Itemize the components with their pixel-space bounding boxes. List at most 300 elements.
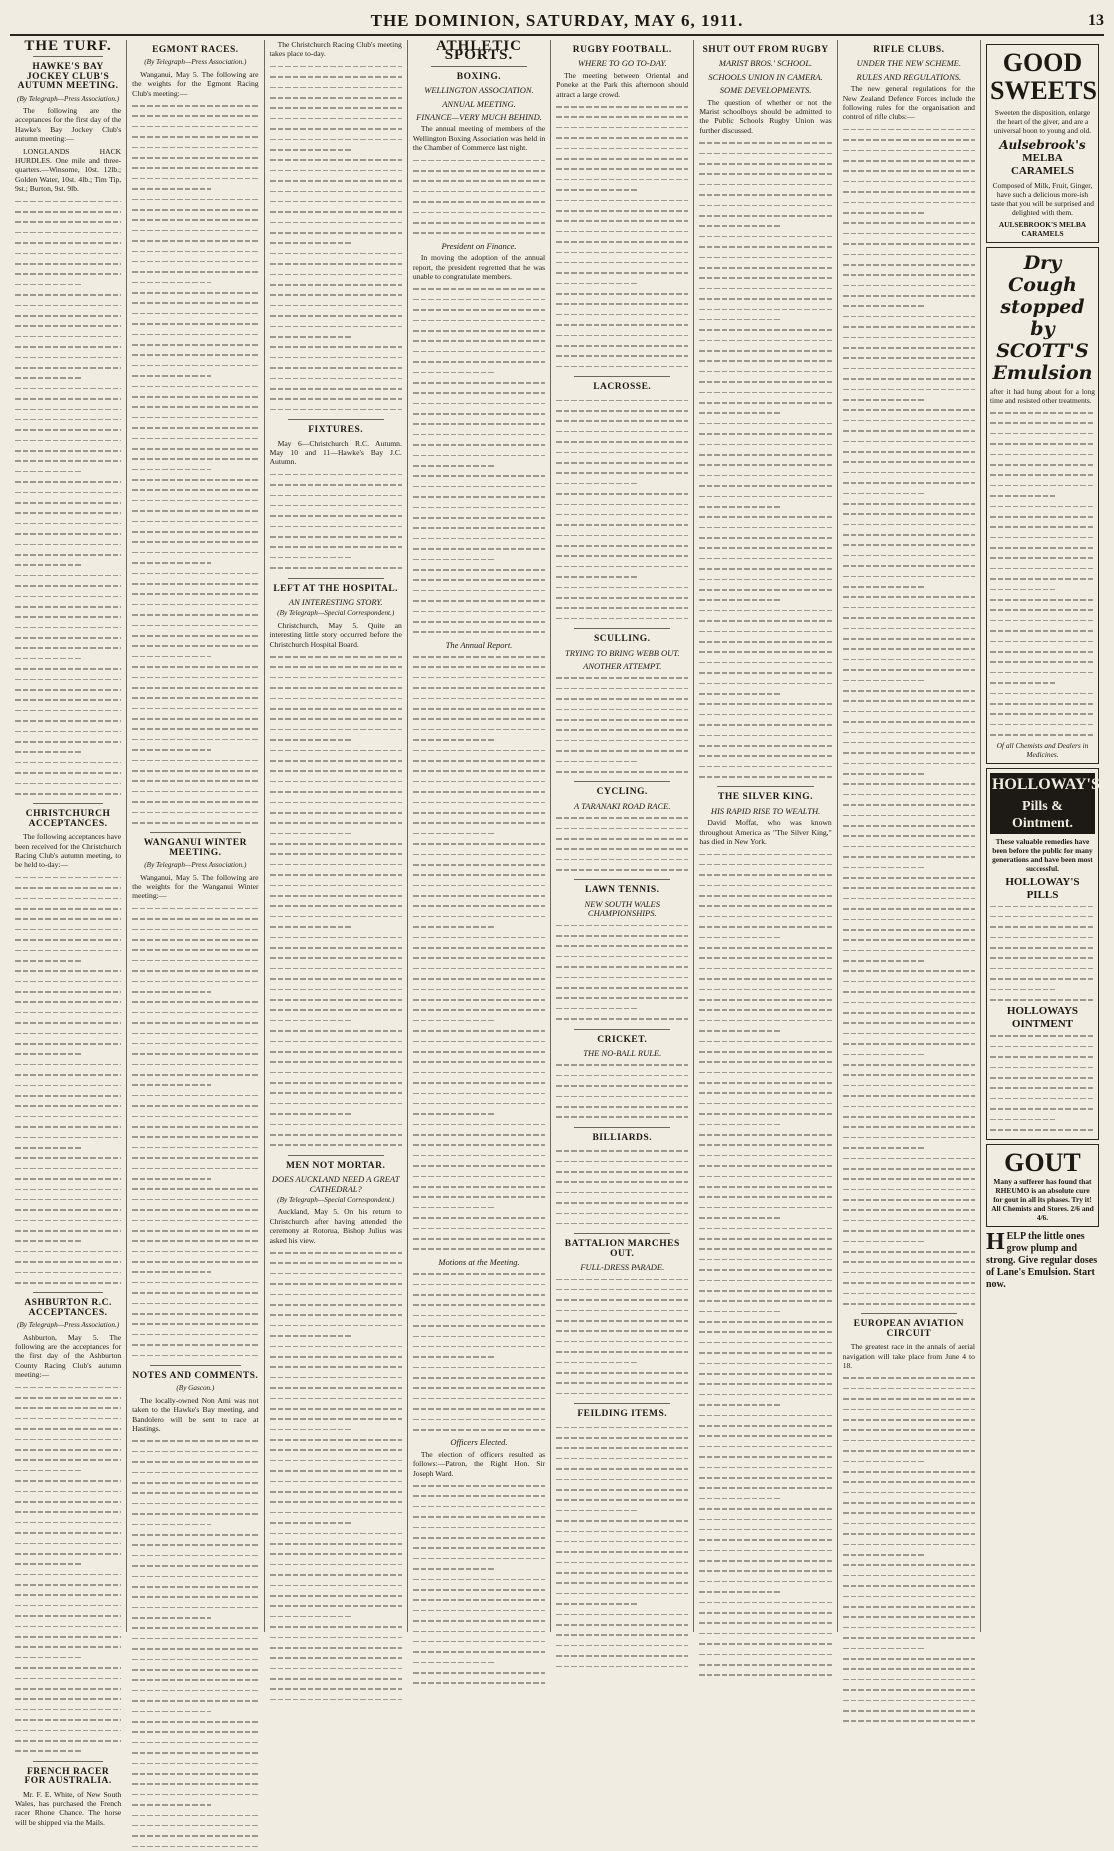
text-line (270, 1664, 402, 1673)
text-line (990, 408, 1095, 417)
text-line (270, 1643, 402, 1652)
text-line (270, 62, 402, 71)
text-line (15, 1435, 121, 1444)
text-line (699, 1670, 831, 1679)
text-line (990, 668, 1095, 677)
text-line (699, 1618, 831, 1627)
text-line (15, 1663, 121, 1672)
text-line (699, 294, 831, 303)
text-line (15, 394, 121, 403)
text-line (843, 426, 975, 435)
text-line (699, 762, 831, 771)
text-line (990, 574, 1095, 583)
text-line (270, 1601, 402, 1610)
text-line (843, 1237, 925, 1246)
text-line (413, 881, 545, 890)
text-line (843, 977, 975, 986)
text-line (270, 145, 352, 154)
text-line (699, 668, 831, 677)
text-line (843, 624, 975, 633)
text-line (413, 1192, 545, 1201)
text-line (699, 1068, 831, 1077)
text-block (556, 1423, 688, 1671)
text-line (699, 253, 831, 262)
text-line (132, 1727, 258, 1736)
text-line (556, 427, 688, 436)
text-line (556, 983, 688, 992)
text-line (270, 93, 402, 102)
text-line (843, 1143, 925, 1152)
text-line (132, 143, 258, 152)
text-line (699, 616, 831, 625)
text-line (556, 952, 688, 961)
text-line (699, 398, 831, 407)
text-line (843, 1154, 975, 1163)
text-block (270, 470, 402, 573)
text-line (413, 1280, 545, 1289)
text-line (843, 572, 975, 581)
text-line (15, 519, 121, 528)
text-line (843, 239, 975, 248)
text-line (132, 371, 210, 380)
text-line (132, 111, 258, 120)
text-line (15, 540, 121, 549)
text-line (132, 724, 258, 733)
text-line (699, 471, 831, 480)
text-line (132, 1309, 258, 1318)
ad-lanes-emulsion (986, 1231, 1099, 1291)
text-line (413, 1342, 545, 1351)
text-line (556, 562, 688, 571)
text-line (843, 343, 975, 352)
subheadline: ANNUAL MEETING. (442, 98, 516, 109)
text-line (413, 1290, 545, 1299)
text-line (843, 1122, 975, 1131)
text-block (556, 921, 688, 1024)
text-line (132, 925, 258, 934)
text-line (15, 301, 121, 310)
text-line (132, 1800, 210, 1809)
text-line (699, 699, 831, 708)
text-line (15, 1029, 121, 1038)
text-line (413, 1089, 545, 1098)
text-line (699, 1639, 831, 1648)
text-line (15, 228, 121, 237)
text-line (843, 1289, 975, 1298)
text-line (15, 290, 121, 299)
article-paragraph: The annual meeting of members of the Wellington Boxing Association was held in the Chamber of Commerce last night. (412, 124, 546, 153)
text-line (15, 1736, 121, 1745)
text-line (990, 943, 1095, 952)
text-line (556, 520, 688, 529)
text-block (699, 138, 831, 781)
ad-heading: HOLLOWAY'S (990, 773, 1095, 796)
column-advertisements (981, 40, 1104, 1632)
text-line (990, 1031, 1095, 1040)
text-line (132, 1008, 258, 1017)
text-line (556, 1275, 688, 1284)
text-line (843, 1581, 975, 1590)
text-line (699, 512, 831, 521)
section-heading-turf: THE TURF. (24, 38, 112, 54)
text-line (15, 1549, 121, 1558)
text-line (990, 1104, 1095, 1113)
text-line (699, 492, 831, 501)
text-line (843, 904, 975, 913)
text-line (413, 176, 545, 185)
text-line (132, 1572, 258, 1581)
text-line (15, 1726, 121, 1735)
text-line (15, 977, 121, 986)
text-line (15, 1476, 121, 1485)
text-line (990, 512, 1095, 521)
text-line (843, 1029, 975, 1038)
text-line (15, 1528, 121, 1537)
text-line (556, 196, 688, 205)
text-line (699, 429, 831, 438)
text-line (843, 540, 975, 549)
text-line (699, 1172, 831, 1181)
text-line (270, 1130, 402, 1139)
text-line (270, 1404, 402, 1413)
headline-silver-king: THE SILVER KING. (718, 792, 814, 803)
text-line (556, 310, 688, 319)
text-line (413, 1383, 545, 1392)
text-line (699, 1504, 831, 1513)
ad-gout (986, 1144, 1099, 1227)
text-line (556, 931, 688, 940)
text-line (15, 332, 121, 341)
article-paragraph: Wanganui, May 5. The following are the weights for the Egmont Racing Club's meeting:— (132, 69, 259, 98)
text-line (15, 1403, 121, 1412)
text-line (413, 725, 545, 734)
article-paragraph: Christchurch, May 5. Quite an interesting little story occurred before the Christchurch Hospital Board. (269, 620, 402, 649)
text-line (132, 1299, 258, 1308)
text-line (413, 943, 545, 952)
text-line (699, 1359, 831, 1368)
text-line (270, 238, 352, 247)
text-line (699, 1473, 831, 1482)
text-line (15, 1060, 121, 1069)
text-line (132, 956, 258, 965)
text-line (556, 1326, 688, 1335)
text-line (270, 522, 402, 531)
text-line (132, 1049, 258, 1058)
headline-hospital: LEFT AT THE HOSPITAL. (273, 583, 399, 594)
text-line (413, 586, 545, 595)
text-line (15, 1049, 81, 1058)
text-line (843, 1508, 975, 1517)
text-line (15, 321, 121, 330)
text-line (556, 510, 688, 519)
text-line (270, 1456, 402, 1465)
text-line (990, 470, 1095, 479)
text-line (413, 662, 545, 671)
subheadline: THE NO-BALL RULE. (583, 1048, 662, 1058)
text-line (15, 1684, 121, 1693)
text-line (556, 289, 688, 298)
text-line (15, 643, 121, 652)
text-line (843, 1540, 975, 1549)
text-line (699, 974, 831, 983)
text-line (843, 1716, 975, 1725)
text-line (270, 83, 402, 92)
text-line (843, 1039, 975, 1048)
text-line (413, 798, 545, 807)
text-line (15, 498, 121, 507)
text-line (413, 1554, 545, 1563)
text-line (699, 933, 781, 942)
text-line (132, 1499, 258, 1508)
text-line (843, 883, 975, 892)
text-line (413, 347, 545, 356)
text-line (15, 425, 121, 434)
text-line (843, 1050, 925, 1059)
text-line (990, 720, 1095, 729)
text-line (556, 1651, 688, 1660)
text-block (270, 1248, 402, 1704)
text-line (15, 1164, 121, 1173)
text-line (556, 479, 638, 488)
text-line (132, 987, 210, 996)
text-line (699, 1338, 831, 1347)
column-hospital (265, 40, 408, 1632)
text-line (413, 1311, 545, 1320)
text-line (843, 873, 975, 882)
text-line (843, 1091, 975, 1100)
text-line (990, 481, 1095, 490)
text-line (270, 1258, 402, 1267)
text-line (270, 542, 402, 551)
text-line (990, 595, 1095, 604)
headline-ashburton: ASHBURTON R.C. ACCEPTANCES. (24, 1298, 112, 1318)
text-line (270, 374, 402, 383)
text-line (556, 1209, 688, 1218)
text-line (699, 180, 831, 189)
text-block (556, 813, 688, 874)
text-line (413, 1244, 545, 1253)
text-line (132, 1164, 258, 1173)
text-line (132, 1707, 210, 1716)
text-line (132, 454, 258, 463)
text-line (556, 1285, 688, 1294)
text-line (270, 511, 402, 520)
text-line (843, 1226, 975, 1235)
text-line (270, 480, 402, 489)
text-line (132, 1613, 210, 1622)
text-line (15, 706, 121, 715)
text-line (132, 1509, 258, 1518)
text-line (413, 555, 495, 564)
text-line (843, 676, 925, 685)
text-line (132, 465, 210, 474)
text-line (843, 187, 975, 196)
text-line (843, 281, 975, 290)
text-line (843, 374, 975, 383)
text-line (270, 1352, 402, 1361)
text-line (699, 647, 831, 656)
article-paragraph: Auckland, May 5. On his return to Christchurch after having attended the ceremony at Rotorua, Bishop Julius was asked his view. (269, 1207, 402, 1245)
text-line (556, 144, 688, 153)
text-line (413, 326, 545, 335)
text-line (270, 1016, 352, 1025)
text-line (15, 238, 121, 247)
text-line (413, 1595, 545, 1604)
text-line (132, 1122, 258, 1131)
text-line (556, 921, 688, 930)
text-line (556, 1295, 688, 1304)
text-line (843, 998, 975, 1007)
text-line (843, 592, 975, 601)
text-line (556, 1610, 688, 1619)
text-line (990, 460, 1095, 469)
ad-heading: SWEETS (989, 76, 1097, 105)
text-line (699, 850, 831, 859)
text-line (843, 509, 975, 518)
column-rifle (838, 40, 981, 1632)
text-line (413, 388, 545, 397)
text-line (413, 1172, 545, 1181)
text-line (843, 1550, 925, 1559)
ad-sweets (986, 44, 1099, 243)
text-line (413, 839, 545, 848)
text-line (132, 776, 258, 785)
text-line (556, 1516, 688, 1525)
text-line (270, 881, 402, 890)
text-line (15, 987, 121, 996)
subheadline: SCHOOLS UNION IN CAMERA. (708, 71, 823, 82)
text-line (843, 1268, 975, 1277)
text-line (413, 870, 545, 879)
text-line (699, 1546, 831, 1555)
text-line (15, 529, 121, 538)
text-line (270, 1560, 402, 1569)
text-line (556, 1620, 688, 1629)
text-line (843, 769, 925, 778)
text-line (990, 637, 1095, 646)
text-line (270, 1310, 402, 1319)
text-line (132, 215, 258, 224)
text-line (556, 185, 638, 194)
text-line (990, 1115, 1055, 1124)
text-line (270, 860, 402, 869)
text-line (15, 467, 81, 476)
text-line (270, 218, 402, 227)
text-line (270, 1477, 402, 1486)
article-paragraph: The election of officers resulted as follows:—Patron, the Right Hon. Sir Joseph Ward. (412, 1449, 546, 1478)
text-line (413, 544, 545, 553)
text-line (990, 533, 1095, 542)
text-line (132, 693, 258, 702)
text-line (15, 1507, 121, 1516)
text-line (413, 1606, 545, 1615)
text-line (270, 114, 402, 123)
ad-scotts-emulsion (986, 247, 1099, 764)
text-line (556, 268, 688, 277)
text-line (413, 1491, 545, 1500)
subheadline: The Annual Report. (445, 639, 513, 650)
text-line (843, 312, 975, 321)
text-line (556, 489, 688, 498)
text-line (413, 964, 545, 973)
text-line (413, 1637, 545, 1646)
text-line (843, 1164, 975, 1173)
text-line (699, 1566, 831, 1575)
masthead (10, 8, 1104, 36)
text-line (132, 309, 258, 318)
text-line (413, 503, 545, 512)
text-line (843, 1664, 975, 1673)
subheadline: DOES AUCKLAND NEED A GREAT CATHEDRAL? (271, 1174, 400, 1194)
text-line (270, 563, 402, 572)
text-line (270, 849, 402, 858)
text-line (270, 943, 402, 952)
text-line (843, 946, 975, 955)
text-line (699, 1109, 831, 1118)
text-line (413, 891, 545, 900)
text-line (132, 163, 258, 172)
text-line (270, 1695, 402, 1704)
text-line (15, 1236, 81, 1245)
text-line (132, 1717, 258, 1726)
text-line (132, 413, 258, 422)
text-line (270, 1633, 402, 1642)
text-line (699, 710, 831, 719)
text-line (15, 1081, 121, 1090)
text-line (413, 440, 545, 449)
text-line (270, 1539, 402, 1548)
text-line (843, 644, 975, 653)
text-line (270, 974, 402, 983)
text-line (132, 631, 258, 640)
text-line (15, 1424, 121, 1433)
text-line (843, 1706, 975, 1715)
text-line (15, 1570, 121, 1579)
text-line (270, 1331, 352, 1340)
subheadline: SOME DEVELOPMENTS. (719, 85, 812, 96)
text-line (699, 1431, 831, 1440)
text-line (15, 1518, 121, 1527)
text-line (15, 623, 121, 632)
text-line (15, 1590, 121, 1599)
text-line (699, 1515, 831, 1524)
text-line (699, 315, 781, 324)
text-line (413, 378, 545, 387)
text-line (413, 1300, 545, 1309)
text-line (699, 720, 831, 729)
text-line (15, 1278, 121, 1287)
text-line (556, 1443, 688, 1452)
text-line (699, 1442, 831, 1451)
text-line (556, 1316, 688, 1325)
text-line (556, 175, 688, 184)
headline-men-not-mortar: MEN NOT MORTAR. (285, 1160, 386, 1171)
text-line (699, 943, 831, 952)
text-line (699, 995, 831, 1004)
text-line (270, 332, 352, 341)
text-line (990, 429, 1095, 438)
text-line (843, 1498, 975, 1507)
text-line (843, 1174, 975, 1183)
text-block (132, 1436, 258, 1851)
text-line (556, 1102, 688, 1111)
text-line (270, 363, 402, 372)
text-line (413, 922, 495, 931)
text-line (843, 156, 975, 165)
text-line (132, 621, 258, 630)
text-line (132, 1696, 258, 1705)
text-line (15, 789, 121, 798)
